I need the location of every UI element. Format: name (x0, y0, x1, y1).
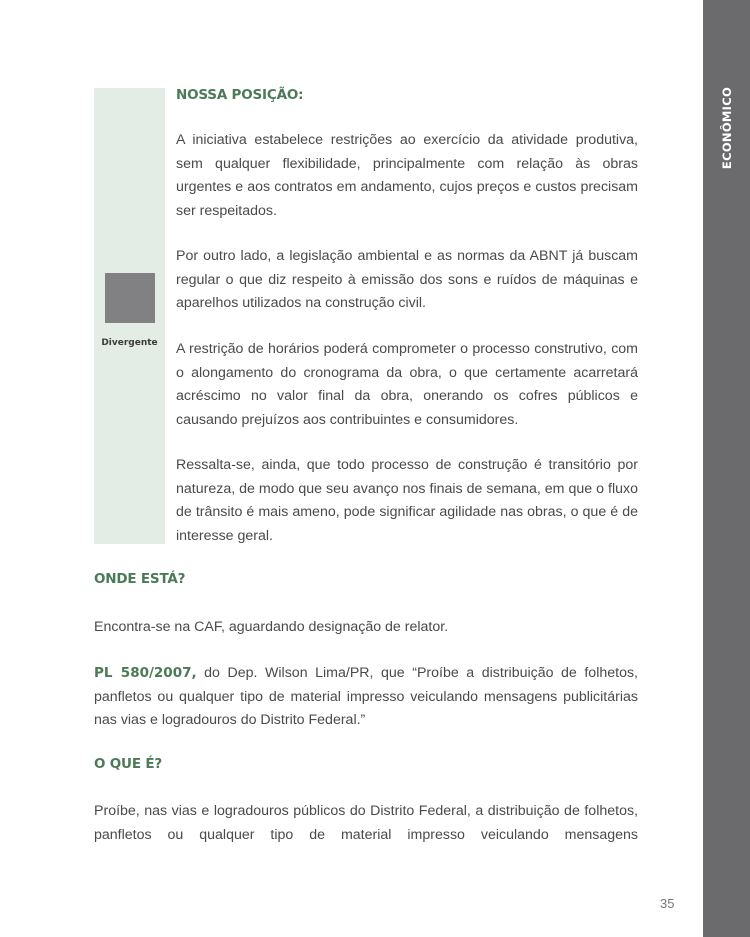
stance-indicator (105, 273, 155, 323)
bill-number: PL 580/2007, (94, 665, 197, 681)
what-text: Proíbe, nas vias e logradouros públicos do Distrito Federal, a distribuição de folhetos, panfletos ou qualquer tipo de material impresso veiculando mensagens (94, 803, 638, 843)
position-paragraph-4: Ressalta-se, ainda, que todo processo de construção é transitório por natureza, de modo que seu avanço nos finais de semana, em que o fluxo de trânsito é mais ameno, pode significar agilidade nas obras, o que é de interesse geral. (176, 457, 638, 544)
what-heading: O QUE É? (94, 756, 162, 772)
page-number: 35 (660, 896, 675, 911)
bill-description: do Dep. Wilson Lima/PR, que “Proíbe a distribuição de folhetos, panfletos ou qualquer tipo de material impresso veiculando mensagens publicitárias nas vias e logradouros do Distrito Federal.” (94, 665, 639, 728)
position-heading: NOSSA POSIÇÃO: (176, 87, 304, 103)
position-paragraph-3: A restrição de horários poderá comprometer o processo construtivo, com o alongamento do cronograma da obra, o que certamente acarretará acréscimo no valor final da obra, onerando os cofres públicos e causando prejuízos aos contribuintes e consumidores. (176, 341, 638, 428)
where-heading: ONDE ESTÁ? (94, 571, 186, 587)
bill-paragraph (94, 662, 638, 733)
position-paragraph-2: Por outro lado, a legislação ambiental e as normas da ABNT já buscam regular o que diz respeito à emissão dos sons e ruídos de máquinas e aparelhos utilizados na construção civil. (176, 248, 638, 311)
position-paragraph-1: A iniciativa estabelece restrições ao exercício da atividade produtiva, sem qualquer flexibilidade, principalmente com relação às obras urgentes e aos contratos em andamento, cujos preços e custos precisam ser respeitados. (176, 132, 638, 219)
section-label: ECONÔMICO (720, 86, 734, 170)
stance-label: Divergente (101, 338, 158, 348)
where-text: Encontra-se na CAF, aguardando designação de relator. (94, 619, 449, 635)
